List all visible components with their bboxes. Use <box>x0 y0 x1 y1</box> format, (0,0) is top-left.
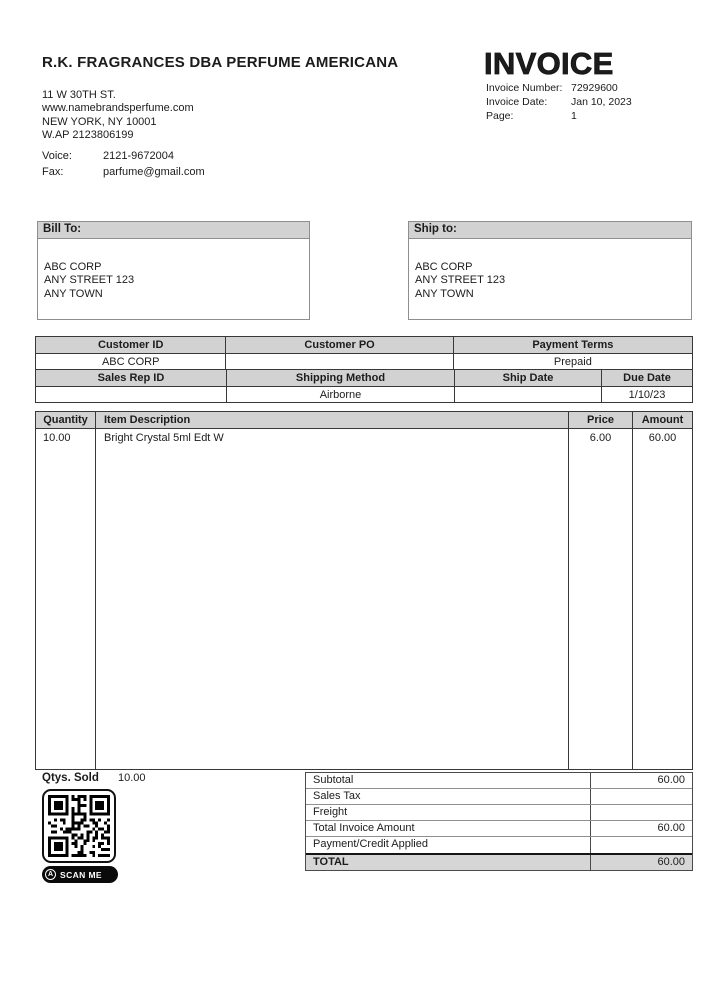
freight-row <box>306 805 692 821</box>
due-date-value: 1/10/23 <box>601 387 692 402</box>
sales-tax-value <box>591 789 692 804</box>
bill-to-line: ABC CORP <box>44 261 102 273</box>
company-address-line: www.namebrandsperfume.com <box>42 102 194 115</box>
price-header: Price <box>569 412 633 428</box>
company-address-line: 11 W 30TH ST. <box>42 89 116 101</box>
customer-id-value: ABC CORP <box>101 355 160 368</box>
ship-to-line: ABC CORP <box>415 261 473 273</box>
line-item-quantity: 10.00 <box>36 429 96 769</box>
due-date-header: Due Date <box>601 370 692 386</box>
subtotal-label: Subtotal <box>306 773 591 788</box>
payment-credit-row <box>306 837 692 853</box>
bill-to-line: ANY STREET 123 <box>44 274 135 287</box>
invoice-meta <box>486 81 632 123</box>
payment-terms-header: Payment Terms <box>453 337 692 353</box>
line-item-amount: 60.00 <box>648 432 677 444</box>
invoice-page-row <box>486 109 632 123</box>
ship-date-value <box>454 387 601 402</box>
invoice-date-row <box>486 95 632 109</box>
freight-value <box>591 805 692 820</box>
customer-id-header: Customer ID <box>98 339 164 351</box>
invoice-number-row <box>486 81 632 95</box>
bill-to-box <box>37 221 310 320</box>
voice-value: 2121-9672004 <box>103 150 174 162</box>
company-address-line: NEW YORK, NY 10001 <box>42 115 157 128</box>
ship-date-header: Ship Date <box>454 370 601 386</box>
bill-to-line: ANY TOWN <box>44 287 103 300</box>
payment-credit-value <box>591 837 692 853</box>
scan-me-logo-icon: A <box>45 869 56 880</box>
qr-code-svg <box>48 795 110 857</box>
invoice-date-value: Jan 10, 2023 <box>571 96 632 108</box>
company-address <box>42 89 194 142</box>
scan-me-badge <box>42 866 118 883</box>
invoice-number-value: 72929600 <box>571 82 618 94</box>
freight-label: Freight <box>306 805 591 820</box>
total-invoice-amount-row <box>306 821 692 837</box>
payment-credit-label: Payment/Credit Applied <box>306 837 591 853</box>
shipping-header-row <box>36 369 692 386</box>
fax-label: Fax: <box>42 165 64 178</box>
line-item-row <box>36 429 692 769</box>
fax-value: parfume@gmail.com <box>103 165 205 178</box>
shipping-value-row <box>36 386 692 402</box>
order-info-header-row <box>36 337 692 353</box>
grand-total-row <box>306 853 692 870</box>
page-label: Page: <box>486 110 514 122</box>
page-value: 1 <box>571 110 577 122</box>
invoice-title: INVOICE <box>484 46 614 81</box>
contact-row <box>42 165 205 181</box>
contact-row <box>42 149 205 165</box>
voice-label: Voice: <box>42 150 72 162</box>
bill-to-header: Bill To: <box>38 222 309 239</box>
description-header: Item Description <box>96 412 569 428</box>
totals-table <box>305 772 693 871</box>
sales-rep-value <box>36 387 226 402</box>
qtys-sold <box>42 772 146 784</box>
ship-to-header: Ship to: <box>409 222 691 239</box>
company-address-line: W.AP 2123806199 <box>42 128 134 141</box>
grand-total-value: 60.00 <box>657 856 685 868</box>
ship-to-box <box>408 221 692 320</box>
invoice-number-label: Invoice Number: <box>486 82 563 94</box>
qtys-sold-value: 10.00 <box>118 772 146 784</box>
sales-tax-label: Sales Tax <box>306 789 591 804</box>
order-info-value-row <box>36 353 692 369</box>
sales-tax-row <box>306 789 692 805</box>
line-items-table <box>35 411 693 770</box>
total-invoice-amount-label: Total Invoice Amount <box>306 821 591 836</box>
bill-to-address <box>38 239 309 301</box>
line-items-header-row <box>36 412 692 429</box>
invoice-date-label: Invoice Date: <box>486 96 548 108</box>
ship-to-address <box>409 239 691 301</box>
line-item-price: 6.00 <box>569 429 633 769</box>
line-item-description: Bright Crystal 5ml Edt W <box>96 429 569 769</box>
sales-rep-header: Sales Rep ID <box>97 372 165 384</box>
company-name: R.K. FRAGRANCES DBA PERFUME AMERICANA <box>42 54 399 71</box>
customer-po-value <box>225 354 452 369</box>
shipping-method-value: Airborne <box>226 387 454 402</box>
ship-to-line: ANY TOWN <box>415 287 474 300</box>
company-contact <box>42 149 205 180</box>
shipping-method-header: Shipping Method <box>226 370 454 386</box>
scan-me-label: SCAN ME <box>60 869 102 880</box>
subtotal-row <box>306 773 692 789</box>
grand-total-label: TOTAL <box>306 855 591 870</box>
total-invoice-amount-value: 60.00 <box>657 822 685 834</box>
payment-terms-value: Prepaid <box>453 354 692 369</box>
customer-po-header: Customer PO <box>225 337 452 353</box>
amount-header: Amount <box>641 414 684 426</box>
order-info-table <box>35 336 693 403</box>
subtotal-value: 60.00 <box>657 774 685 786</box>
ship-to-line: ANY STREET 123 <box>415 274 506 287</box>
quantity-header: Quantity <box>36 412 96 428</box>
qtys-sold-label: Qtys. Sold <box>42 772 99 784</box>
qr-code <box>42 789 116 863</box>
